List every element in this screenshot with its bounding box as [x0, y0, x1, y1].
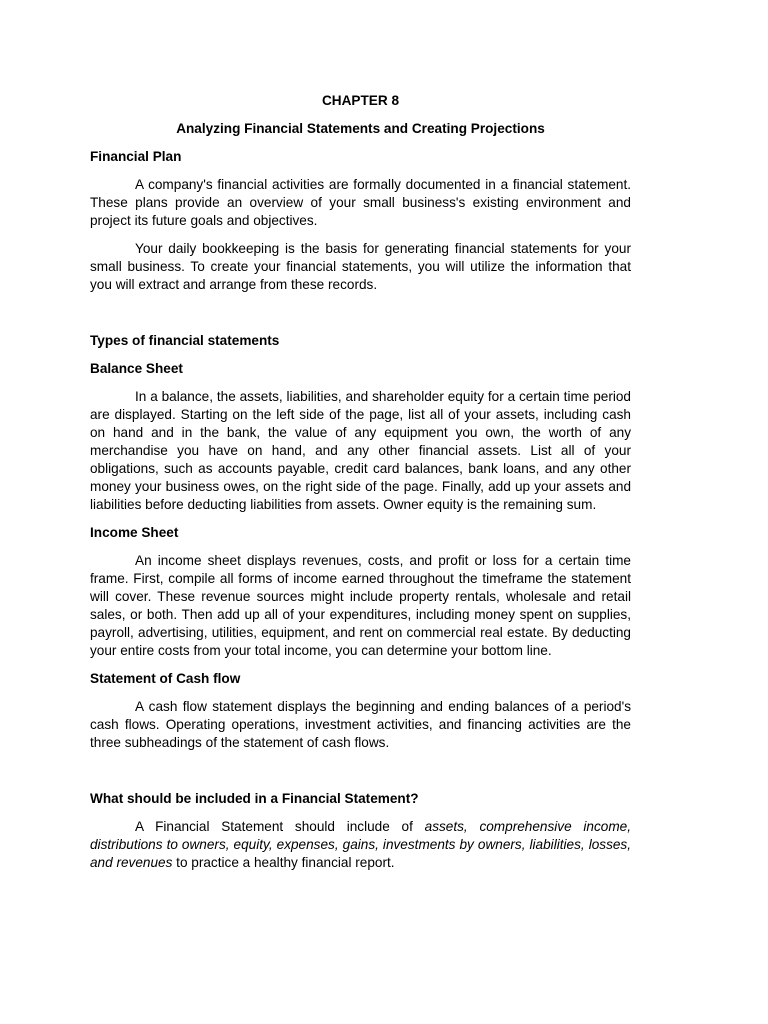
- paragraph-financial-plan-1: A company's financial activities are formally documented in a financial statement. These plans provide an overview of your small business's existing environment and project its future goals and objectives.: [90, 177, 631, 228]
- paragraph-included-start: A Financial Statement should include of: [135, 819, 425, 834]
- document-title: Analyzing Financial Statements and Creating Projections: [176, 121, 545, 136]
- paragraph-included-italic: assets, comprehensive income, distributions to owners, equity, expenses, gains, investments by owners, liabilities, losses, and revenues: [90, 819, 631, 870]
- section-spacer: [90, 762, 631, 790]
- paragraph-balance-sheet: In a balance, the assets, liabilities, and shareholder equity for a certain time period are displayed. Starting on the left side of the page, list all of your assets, including cash on hand and in the bank, the value of any equipment you own, the worth of any merchandise you have on hand, and any other financial assets. List all of your obligations, such as accounts payable, credit card balances, bank loans, and any other money your business owes, on the right side of the page. Finally, add up your assets and liabilities before deducting liabilities from assets. Owner equity is the remaining sum.: [90, 389, 631, 512]
- section-spacer: [90, 304, 631, 332]
- chapter-heading: CHAPTER 8: [321, 93, 400, 108]
- document-page: [90, 92, 631, 882]
- heading-included: What should be included in a Financial Statement?: [90, 791, 419, 806]
- paragraph-included: [90, 818, 631, 872]
- paragraph-income-sheet: An income sheet displays revenues, costs, and profit or loss for a certain time frame. First, compile all forms of income earned throughout the timeframe the statement will cover. These revenue sources might include property rentals, wholesale and retail sales, or both. Then add up all of your expenditures, including money spent on supplies, payroll, advertising, utilities, equipment, and rent on commercial real estate. By deducting your entire costs from your total income, you can determine your bottom line.: [90, 553, 631, 658]
- heading-cash-flow: Statement of Cash flow: [90, 671, 241, 686]
- paragraph-financial-plan-2: Your daily bookkeeping is the basis for generating financial statements for your small business. To create your financial statements, you will utilize the information that you will extract and arrange from these records.: [90, 241, 631, 292]
- heading-income-sheet: Income Sheet: [90, 525, 179, 540]
- heading-financial-plan: Financial Plan: [90, 149, 182, 164]
- paragraph-included-end: to practice a healthy financial report.: [172, 855, 395, 870]
- paragraph-cash-flow: A cash flow statement displays the beginning and ending balances of a period's cash flows. Operating operations, investment activities, and financing activities are the three subheadings of the statement of cash flows.: [90, 699, 631, 750]
- heading-types: Types of financial statements: [90, 333, 280, 348]
- heading-balance-sheet: Balance Sheet: [90, 361, 183, 376]
